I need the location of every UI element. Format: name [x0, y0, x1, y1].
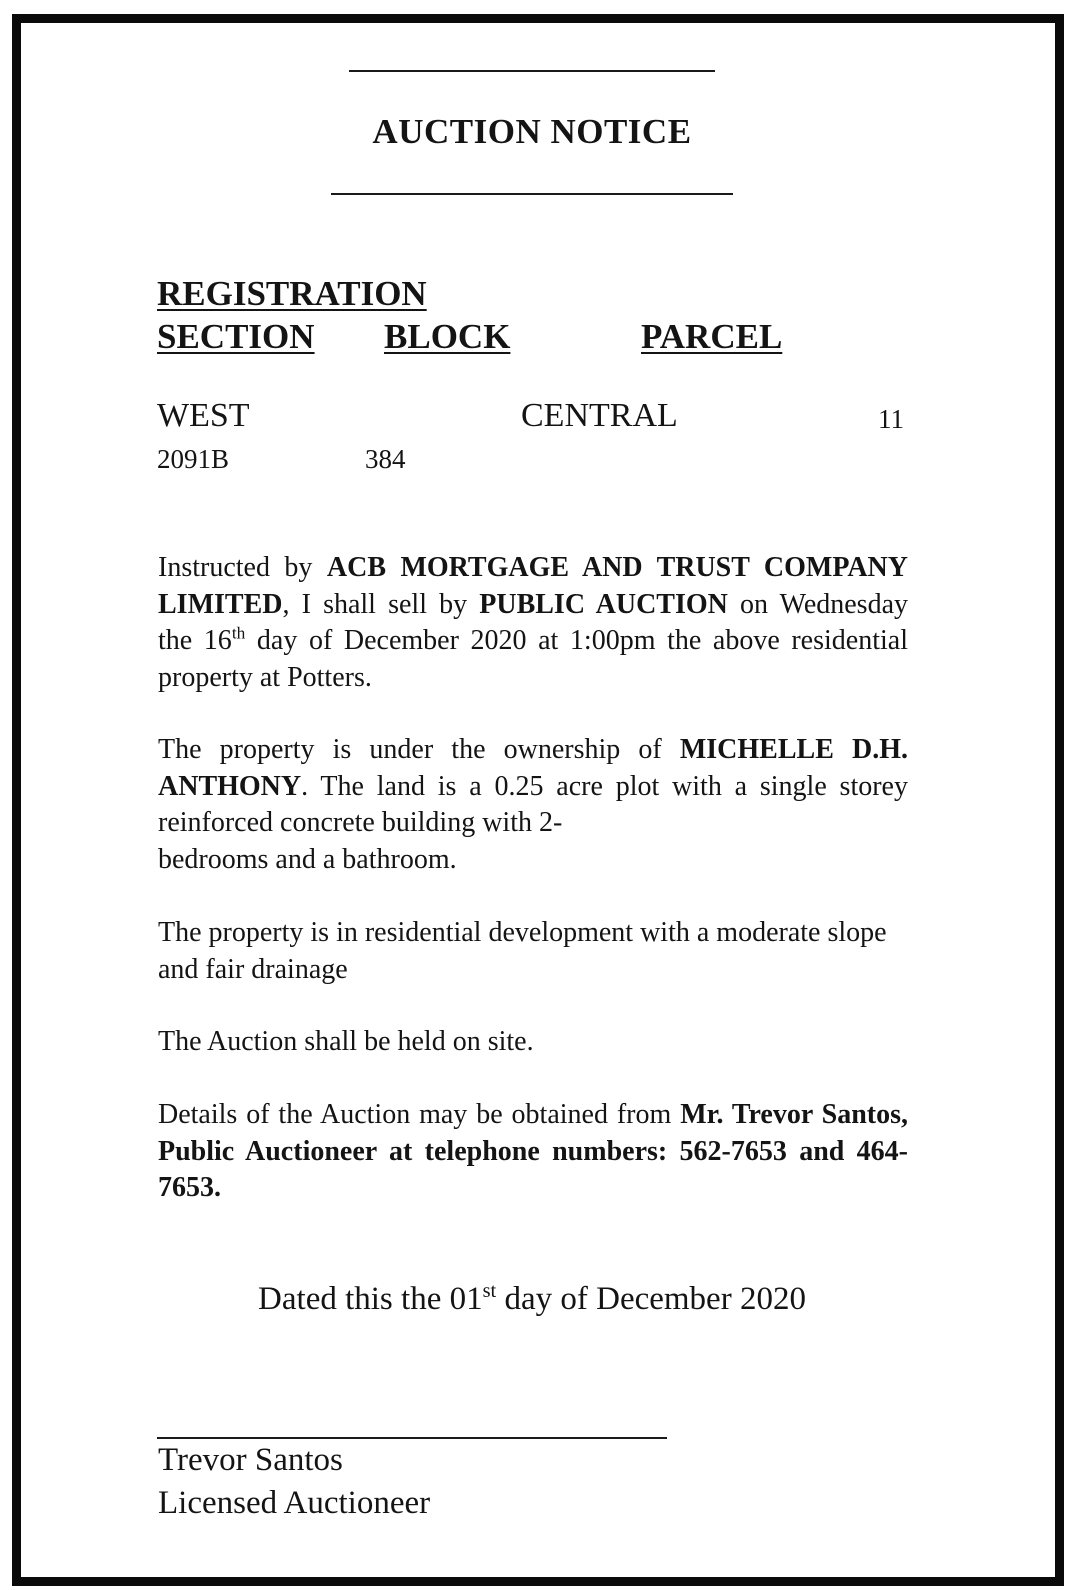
title-bottom-rule [331, 193, 733, 195]
public-auction-label: PUBLIC AUCTION [479, 588, 728, 620]
mortgagee-name: ACB MORTGAGE AND TRUST COMPANY LIMITED [158, 552, 909, 620]
value-block: CENTRAL [521, 397, 678, 434]
paragraph-instruction [158, 550, 908, 696]
header-registration: REGISTRATION [157, 274, 427, 313]
paragraph-development: The property is in residential development with a moderate slope and fair drainage [158, 917, 887, 985]
title-top-rule [349, 70, 715, 72]
owner-name: MICHELLE D.H. ANTHONY [158, 734, 908, 802]
auctioneer-contact: Mr. Trevor Santos, Public Auctioneer at telephone numbers: 562-7653 and 464-7653. [158, 1099, 909, 1203]
instruction-text: on Wednesday the 16 [158, 588, 909, 656]
ownership-text: . The land is a 0.25 acre plot with a single storey reinforced concrete building with 2- [158, 770, 908, 838]
value-code: 2091B [157, 444, 230, 474]
paragraph-venue: The Auction shall be held on site. [158, 1026, 534, 1057]
paragraph-ownership [158, 732, 908, 878]
header-parcel: PARCEL [641, 317, 783, 356]
instruction-text: Instructed by [158, 552, 327, 583]
header-section: SECTION [157, 317, 315, 356]
dated-suffix: day of December 2020 [496, 1281, 806, 1317]
dated-prefix: Dated this the 01 [258, 1281, 483, 1317]
contact-text: Details of the Auction may be obtained from [158, 1099, 681, 1130]
paragraph-contact [158, 1097, 908, 1207]
signature-role: Licensed Auctioneer [158, 1485, 431, 1521]
instruction-text: , I shall sell by [282, 588, 480, 620]
value-section: WEST [157, 397, 250, 434]
ownership-text: The property is under the ownership of [158, 734, 680, 765]
ownership-text-end: bedrooms and a bathroom. [158, 843, 457, 875]
header-block: BLOCK [384, 317, 511, 356]
ordinal-suffix: th [231, 623, 246, 643]
dated-ordinal: st [482, 1280, 497, 1302]
value-number: 384 [365, 444, 406, 474]
page-title: AUCTION NOTICE [372, 112, 692, 151]
value-parcel: 11 [878, 404, 904, 434]
dated-line [0, 1281, 1064, 1318]
instruction-text: day of December 2020 at 1:00pm the above residential property at Potters. [158, 625, 908, 693]
signature-name: Trevor Santos [158, 1442, 343, 1478]
